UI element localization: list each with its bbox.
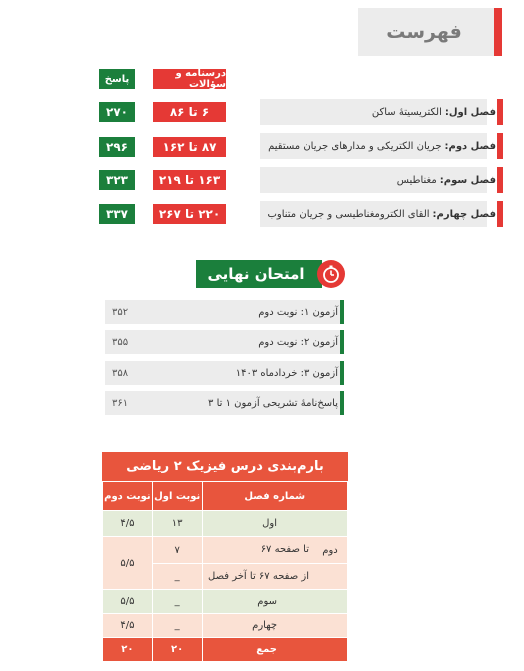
cell-chapter: سوم <box>202 590 347 614</box>
exam-row-accent <box>340 300 344 324</box>
exam-page-number: ۳۵۵ <box>112 336 129 348</box>
final-exam-banner: امتحان نهایی <box>196 260 316 288</box>
chapter-item-2[interactable] <box>262 133 502 159</box>
cell-chapter-group <box>202 537 347 564</box>
grade-table-title: بارم‌بندی درس فیزیک ۲ ریاضی <box>102 452 348 481</box>
exam-page-number: ۳۵۲ <box>112 306 129 318</box>
cell-first-term: _ <box>152 614 202 638</box>
chapter-range: ۸۷ تا ۱۶۲ <box>153 137 226 157</box>
chapter-label: فصل چهارم: <box>432 208 496 220</box>
grade-table <box>102 481 348 662</box>
chapter-topic: الکتریسیتهٔ ساکن <box>371 106 442 118</box>
cell-first-term: ۷ <box>152 537 202 564</box>
chapter-label: فصل سوم: <box>439 174 496 186</box>
chapter-range: ۲۲۰ تا ۲۶۷ <box>153 204 226 224</box>
chapter-range: ۶ تا ۸۶ <box>153 102 226 122</box>
chapter-topic: جریان الکتریکی و مدارهای جریان مستقیم <box>268 140 442 152</box>
chapter-answer-page: ۲۹۶ <box>99 137 135 157</box>
table-row <box>103 614 348 638</box>
exam-item-3[interactable]: آزمون ۳: خردادماه ۱۴۰۳ <box>235 367 338 379</box>
cell-chapter: اول <box>202 511 347 537</box>
cell-sub-chapter: از صفحه ۶۷ تا آخر فصل <box>202 564 347 590</box>
cell-total-first: ۲۰ <box>152 638 202 662</box>
cell-second-term: ۴/۵ <box>103 614 153 638</box>
chapter-item-3[interactable] <box>262 167 502 193</box>
cell-first-term: ۱۳ <box>152 511 202 537</box>
table-row <box>103 590 348 614</box>
exam-item-1[interactable]: آزمون ۱: نوبت دوم <box>258 306 338 318</box>
chapter-item-1[interactable] <box>262 99 502 125</box>
exam-page-number: ۳۶۱ <box>112 397 129 409</box>
chapter-range: ۱۶۳ تا ۲۱۹ <box>153 170 226 190</box>
chapter-group-label: دوم <box>322 544 338 556</box>
cell-second-term: ۴/۵ <box>103 511 153 537</box>
questions-column-header: درسنامه و سؤالات <box>153 69 226 89</box>
header-chapter: شماره فصل <box>202 482 347 511</box>
exam-item-4[interactable]: پاسخ‌نامهٔ تشریحی آزمون ۱ تا ۳ <box>208 397 338 409</box>
cell-first-term: _ <box>152 590 202 614</box>
header-first-term: نوبت اول <box>152 482 202 511</box>
cell-chapter: چهارم <box>202 614 347 638</box>
cell-sub-chapter: تا صفحه ۶۷ <box>260 544 309 555</box>
grade-table-header-row <box>103 482 348 511</box>
exam-badge-icon <box>317 260 345 288</box>
chapter-label: فصل اول: <box>444 106 496 118</box>
cell-total-second: ۲۰ <box>103 638 153 662</box>
chapter-item-4[interactable] <box>262 201 502 227</box>
chapter-label: فصل دوم: <box>444 140 496 152</box>
chapter-answer-page: ۲۷۰ <box>99 102 135 122</box>
table-row <box>103 537 348 564</box>
chapter-answer-page: ۳۲۳ <box>99 170 135 190</box>
exam-page-number: ۳۵۸ <box>112 367 129 379</box>
exam-item-2[interactable]: آزمون ۲: نوبت دوم <box>258 336 338 348</box>
cell-second-term: ۵/۵ <box>103 590 153 614</box>
cell-second-term: ۵/۵ <box>103 537 153 590</box>
table-row <box>103 511 348 537</box>
exam-row-accent <box>340 391 344 415</box>
chapter-answer-page: ۳۳۷ <box>99 204 135 224</box>
title-accent-bar <box>494 8 502 56</box>
exam-row-accent <box>340 361 344 385</box>
cell-total-label: جمع <box>202 638 347 662</box>
chapter-topic: مغناطیس <box>396 174 437 186</box>
answers-column-header: پاسخ <box>99 69 135 89</box>
table-total-row <box>103 638 348 662</box>
exam-row-accent <box>340 330 344 354</box>
stopwatch-icon <box>321 264 341 284</box>
page-title: فهرست <box>386 21 462 43</box>
cell-first-term: _ <box>152 564 202 590</box>
chapter-topic: القای الکترومغناطیسی و جریان متناوب <box>267 208 430 220</box>
header-second-term: نوبت دوم <box>103 482 153 511</box>
